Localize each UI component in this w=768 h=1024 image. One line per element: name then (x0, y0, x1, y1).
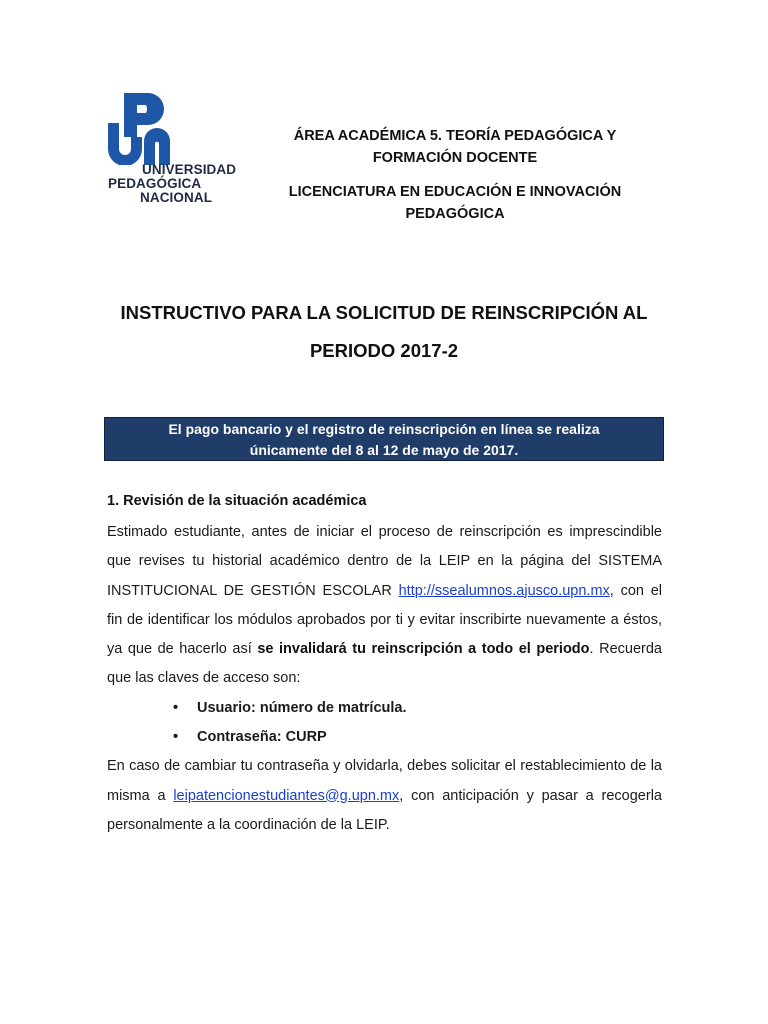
logo-line-3: NACIONAL (140, 190, 213, 205)
notice-line-1: El pago bancario y el registro de reinscripción en línea se realiza (168, 421, 600, 437)
upn-logo (108, 93, 248, 211)
dates-notice-box (104, 417, 664, 461)
section-heading: 1. Revisión de la situación académica (107, 493, 367, 509)
section-body (107, 518, 662, 840)
degree-program (270, 181, 640, 225)
academic-area-line-1: ÁREA ACADÉMICA 5. TEORÍA PEDAGÓGICA Y (293, 128, 617, 144)
credentials-list (107, 694, 662, 753)
support-email-link[interactable]: leipatencionestudiantes@g.upn.mx (173, 787, 400, 804)
logo-line-2: PEDAGÓGICA (108, 176, 202, 191)
paragraph-text: Estimado estudiante, antes de iniciar el proceso de reinscripción es imprescindible que revises tu historial académico dentro de la LEIP en la página del SISTEMA INSTITUCIONAL DE GESTIÓN ESCOLAR (107, 524, 662, 599)
notice-line-2: únicamente del 8 al 12 de mayo de 2017. (249, 442, 519, 458)
academic-area-line-2: FORMACIÓN DOCENTE (372, 150, 538, 166)
document-title (100, 294, 668, 370)
paragraph-text: , con anticipación y pasar a recogerla personalmente a la coordinación de la LEIP. (107, 787, 662, 833)
degree-program-line-1: LICENCIATURA EN EDUCACIÓN E INNOVACIÓN (288, 184, 622, 200)
list-item: • Contraseña: CURP (197, 723, 662, 752)
warning-text: se invalidará tu reinscripción a todo el periodo (257, 641, 590, 658)
sse-alumnos-link[interactable]: http://ssealumnos.ajusco.upn.mx (398, 582, 610, 599)
document-header (270, 125, 640, 225)
degree-program-line-2: PEDAGÓGICA (405, 206, 505, 222)
paragraph-text: , con el fin de identificar los módulos aprobados por ti y evitar inscribirte nuevamente a éstos, ya que de hacerlo así (107, 582, 663, 658)
paragraph-text: En caso de cambiar tu contraseña y olvidarla, debes solicitar el restablecimiento de la misma a (107, 758, 662, 804)
logo-line-1: UNIVERSIDAD (142, 162, 237, 177)
document-title-line-1: INSTRUCTIVO PARA LA SOLICITUD DE REINSCRIPCIÓN AL (120, 302, 648, 323)
paragraph-academic-review (107, 518, 662, 694)
upn-logo-mark (108, 93, 188, 165)
paragraph-password-reset (107, 752, 662, 840)
document-title-line-2: PERIODO 2017-2 (309, 340, 459, 361)
list-item: • Usuario: número de matrícula. (197, 694, 662, 723)
academic-area (270, 125, 640, 169)
paragraph-text: . Recuerda que las claves de acceso son: (107, 641, 662, 687)
